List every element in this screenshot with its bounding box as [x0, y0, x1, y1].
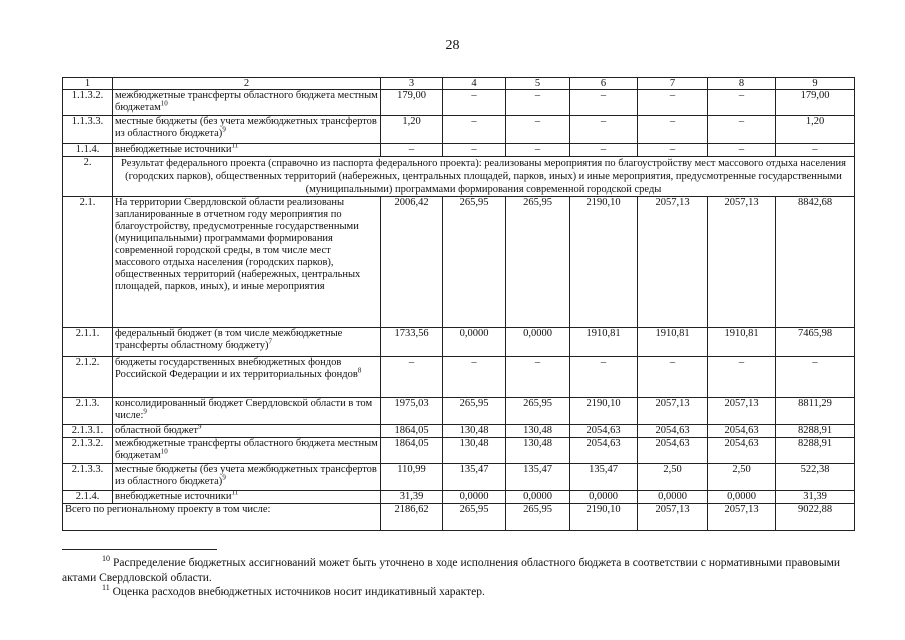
row-name: На территории Свердловской области реализованы запланированные в отчетном году мероприятия по благоустройству, предусмотренные государственными (муниципальными) программами формирования современной городской среды, в том числе мест массового отдыха населения (городских парков), общественных территорий (набережных, центральных площадей, парков, иных), и иные мероприятия: [113, 197, 381, 328]
row-value: 522,38: [776, 464, 855, 491]
row-value: –: [776, 357, 855, 398]
row-value: –: [570, 144, 638, 157]
row-value: 1910,81: [638, 328, 708, 357]
row-code: 2.1.4.: [63, 491, 113, 504]
footnote: [62, 556, 840, 586]
row-name: федеральный бюджет (в том числе межбюджетные трансферты областному бюджету)$^7$: [113, 328, 381, 357]
table-row: [63, 491, 855, 504]
row-code: 1.1.4.: [63, 144, 113, 157]
column-number: 6: [570, 78, 638, 90]
column-number: 5: [506, 78, 570, 90]
total-value: 2057,13: [638, 504, 708, 531]
column-number-row: [63, 78, 855, 90]
row-value: 2054,63: [638, 425, 708, 438]
row-value: –: [506, 144, 570, 157]
row-value: 0,0000: [506, 491, 570, 504]
result-row: [63, 157, 855, 197]
row-value: –: [708, 116, 776, 144]
row-name: межбюджетные трансферты областного бюджета местным бюджетам$^{10}$: [113, 438, 381, 464]
row-value: –: [443, 144, 506, 157]
row-name: местные бюджеты (без учета межбюджетных трансфертов из областного бюджета)$^9$: [113, 116, 381, 144]
row-value: 0,0000: [570, 491, 638, 504]
row-value: 2054,63: [570, 425, 638, 438]
row-code: 2.1.: [63, 197, 113, 328]
row-code: 2.1.2.: [63, 357, 113, 398]
row-value: 31,39: [776, 491, 855, 504]
row-value: 2190,10: [570, 398, 638, 425]
column-number: 1: [63, 78, 113, 90]
row-value: 0,0000: [708, 491, 776, 504]
footnote: [62, 585, 840, 600]
row-name: местные бюджеты (без учета межбюджетных трансфертов из областного бюджета)$^9$: [113, 464, 381, 491]
row-value: –: [506, 116, 570, 144]
table-row: [63, 398, 855, 425]
row-value: –: [506, 90, 570, 116]
row-value: –: [443, 90, 506, 116]
row-name: бюджеты государственных внебюджетных фондов Российской Федерации и их территориальных фондов$^8$: [113, 357, 381, 398]
row-value: 265,95: [443, 197, 506, 328]
total-value: 9022,88: [776, 504, 855, 531]
row-value: –: [570, 357, 638, 398]
row-value: –: [776, 144, 855, 157]
row-code: 2.1.3.2.: [63, 438, 113, 464]
row-value: 2057,13: [708, 197, 776, 328]
column-number: 8: [708, 78, 776, 90]
total-label: Всего по региональному проекту в том числе:: [63, 504, 381, 531]
row-value: 2,50: [638, 464, 708, 491]
row-code: 2.1.3.1.: [63, 425, 113, 438]
row-value: 2,50: [708, 464, 776, 491]
row-value: –: [638, 90, 708, 116]
row-value: 0,0000: [638, 491, 708, 504]
total-value: 2186,62: [381, 504, 443, 531]
footnote-separator: [62, 549, 217, 550]
row-name: внебюджетные источники$^{11}$: [113, 144, 381, 157]
budget-table: [62, 77, 855, 531]
row-value: –: [443, 357, 506, 398]
row-value: 265,95: [443, 398, 506, 425]
footnote-mark: 10: [102, 554, 110, 564]
row-value: –: [638, 116, 708, 144]
row-value: 130,48: [506, 425, 570, 438]
total-value: 265,95: [443, 504, 506, 531]
federal-project-result: Результат федерального проекта (справочно из паспорта федерального проекта): реализованы мероприятия по благоустройству мест массового отдыха населения (городских парков), общественных территорий (набережных, центральных площадей, парков, иных) и иные мероприятия, предусмотренные государственными (муниципальными) программами формирования современной городской среды: [113, 157, 855, 197]
row-value: 1910,81: [708, 328, 776, 357]
row-value: 265,95: [506, 398, 570, 425]
row-code: 2.1.3.3.: [63, 464, 113, 491]
row-value: 2057,13: [638, 197, 708, 328]
row-value: 179,00: [776, 90, 855, 116]
row-value: –: [570, 116, 638, 144]
table-row: [63, 90, 855, 116]
row-value: –: [708, 144, 776, 157]
row-value: –: [570, 90, 638, 116]
row-value: –: [506, 357, 570, 398]
table-row: [63, 328, 855, 357]
row-value: 130,48: [506, 438, 570, 464]
row-value: 7465,98: [776, 328, 855, 357]
row-code: 1.1.3.2.: [63, 90, 113, 116]
row-value: 2190,10: [570, 197, 638, 328]
row-code: 2.1.3.: [63, 398, 113, 425]
total-value: 2190,10: [570, 504, 638, 531]
column-number: 2: [113, 78, 381, 90]
row-value: 0,0000: [443, 328, 506, 357]
row-code: 2.: [63, 157, 113, 197]
row-value: 1,20: [381, 116, 443, 144]
row-value: 8842,68: [776, 197, 855, 328]
page-number: 28: [445, 38, 460, 53]
row-value: 1910,81: [570, 328, 638, 357]
row-value: 265,95: [506, 197, 570, 328]
table-row: [63, 425, 855, 438]
table-row: [63, 197, 855, 328]
row-value: 130,48: [443, 425, 506, 438]
row-value: 135,47: [570, 464, 638, 491]
row-value: 135,47: [506, 464, 570, 491]
row-value: 2054,63: [638, 438, 708, 464]
table-row: [63, 464, 855, 491]
row-value: 8811,29: [776, 398, 855, 425]
row-value: 130,48: [443, 438, 506, 464]
row-value: –: [638, 357, 708, 398]
row-value: 2006,42: [381, 197, 443, 328]
table-row: [63, 438, 855, 464]
row-value: –: [443, 116, 506, 144]
row-code: 2.1.1.: [63, 328, 113, 357]
row-name: консолидированный бюджет Свердловской области в том числе:$^9$: [113, 398, 381, 425]
total-row: [63, 504, 855, 531]
row-value: 179,00: [381, 90, 443, 116]
table-row: [63, 116, 855, 144]
footnote-text: Распределение бюджетных ассигнований может быть уточнено в ходе исполнения областного бюджета в соответствии с нормативными правовыми актами Свердловской области.: [62, 557, 840, 584]
row-value: 0,0000: [506, 328, 570, 357]
row-value: –: [638, 144, 708, 157]
row-value: –: [708, 357, 776, 398]
row-value: –: [381, 357, 443, 398]
row-value: 1,20: [776, 116, 855, 144]
row-value: 2054,63: [570, 438, 638, 464]
row-value: 2054,63: [708, 425, 776, 438]
row-value: 110,99: [381, 464, 443, 491]
column-number: 7: [638, 78, 708, 90]
row-value: 2054,63: [708, 438, 776, 464]
row-value: 135,47: [443, 464, 506, 491]
row-value: 2057,13: [638, 398, 708, 425]
row-value: –: [381, 144, 443, 157]
total-value: 2057,13: [708, 504, 776, 531]
column-number: 4: [443, 78, 506, 90]
row-name: внебюджетные источники$^{11}$: [113, 491, 381, 504]
column-number: 9: [776, 78, 855, 90]
column-number: 3: [381, 78, 443, 90]
row-name: областной бюджет$^9$: [113, 425, 381, 438]
row-value: 1975,03: [381, 398, 443, 425]
row-value: –: [708, 90, 776, 116]
row-value: 1864,05: [381, 438, 443, 464]
row-value: 0,0000: [443, 491, 506, 504]
row-value: 1733,56: [381, 328, 443, 357]
row-value: 8288,91: [776, 425, 855, 438]
row-value: 31,39: [381, 491, 443, 504]
row-name: межбюджетные трансферты областного бюджета местным бюджетам$^{10}$: [113, 90, 381, 116]
footnote-text: Оценка расходов внебюджетных источников носит индикативный характер.: [112, 586, 485, 598]
table-row: [63, 144, 855, 157]
row-value: 8288,91: [776, 438, 855, 464]
total-value: 265,95: [506, 504, 570, 531]
row-code: 1.1.3.3.: [63, 116, 113, 144]
footnote-mark: 11: [102, 583, 110, 593]
table-row: [63, 357, 855, 398]
row-value: 2057,13: [708, 398, 776, 425]
row-value: 1864,05: [381, 425, 443, 438]
